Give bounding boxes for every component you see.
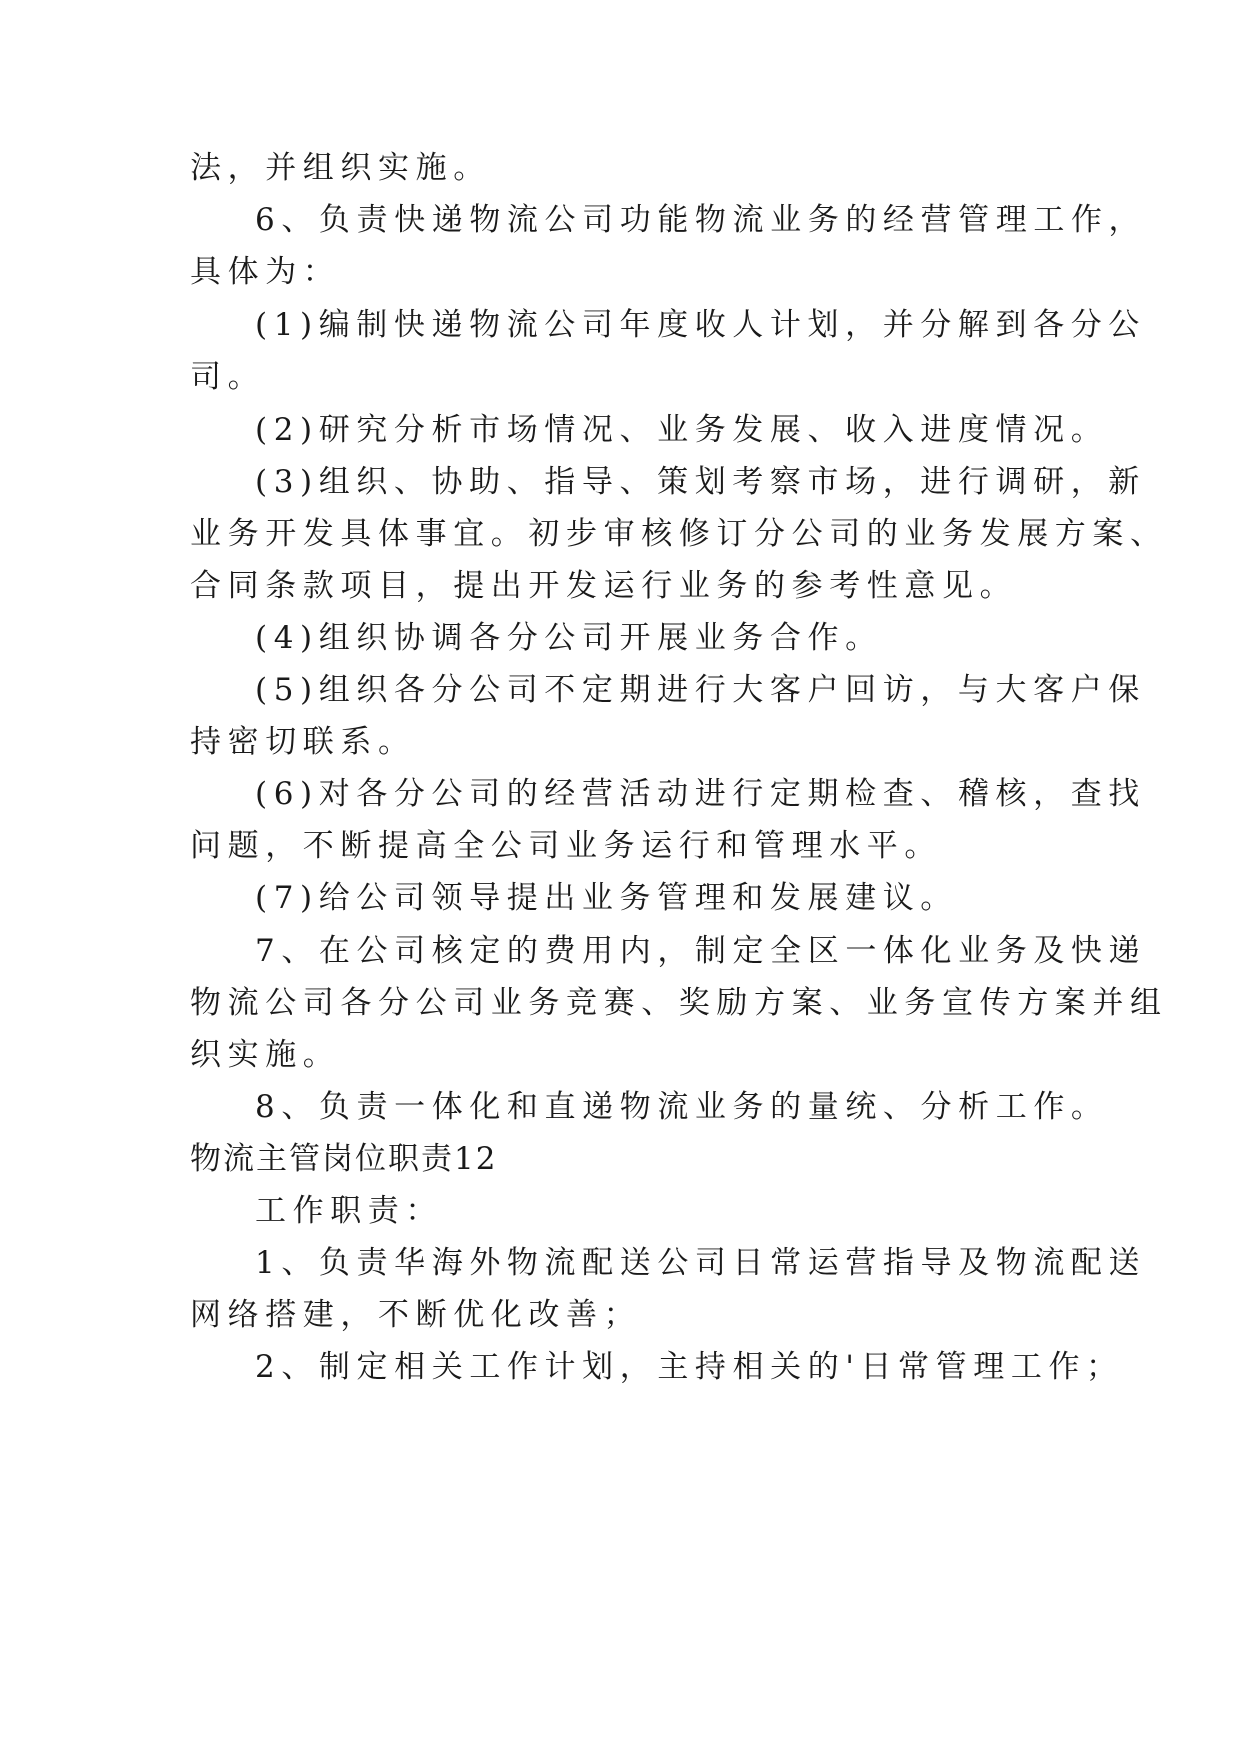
- text-line: 2、制定相关工作计划，主持相关的'日常管理工作；: [255, 1349, 1124, 1385]
- section-heading: 物流主管岗位职责12: [190, 1141, 498, 1177]
- text-line: 1、负责华海外物流配送公司日常运营指导及物流配送: [255, 1245, 1147, 1281]
- text-line: (5)组织各分公司不定期进行大客户回访，与大客户保: [255, 672, 1146, 708]
- text-line: 合同条款项目，提出开发运行业务的参考性意见。: [190, 568, 1018, 604]
- text-line: 工作职责：: [255, 1193, 443, 1229]
- text-line: 司。: [190, 359, 266, 395]
- text-line: 持密切联系。: [190, 724, 416, 760]
- text-line: 织实施。: [190, 1037, 341, 1073]
- text-line: 8、负责一体化和直递物流业务的量统、分析工作。: [255, 1089, 1109, 1125]
- text-line: 具体为：: [190, 254, 341, 290]
- text-line: 网络搭建，不断优化改善；: [190, 1297, 642, 1333]
- text-line: (2)研究分析市场情况、业务发展、收入进度情况。: [255, 412, 1109, 448]
- text-line: 问题，不断提高全公司业务运行和管理水平。: [190, 828, 942, 864]
- text-line: (1)编制快递物流公司年度收人计划，并分解到各分公: [255, 307, 1146, 343]
- text-line: 法，并组织实施。: [190, 150, 491, 186]
- text-line: 6、负责快递物流公司功能物流业务的经营管理工作，: [255, 202, 1147, 238]
- text-line: 7、在公司核定的费用内，制定全区一体化业务及快递: [255, 933, 1147, 969]
- text-line: (6)对各分公司的经营活动进行定期检查、稽核，查找: [255, 776, 1146, 812]
- text-line: (3)组织、协助、指导、策划考察市场，进行调研，新: [255, 464, 1146, 500]
- text-line: (7)给公司领导提出业务管理和发展建议。: [255, 880, 958, 916]
- text-line: 物流公司各分公司业务竞赛、奖励方案、业务宣传方案并组: [190, 985, 1168, 1021]
- text-line: (4)组织协调各分公司开展业务合作。: [255, 620, 883, 656]
- text-line: 业务开发具体事宜。初步审核修订分公司的业务发展方案、: [190, 516, 1168, 552]
